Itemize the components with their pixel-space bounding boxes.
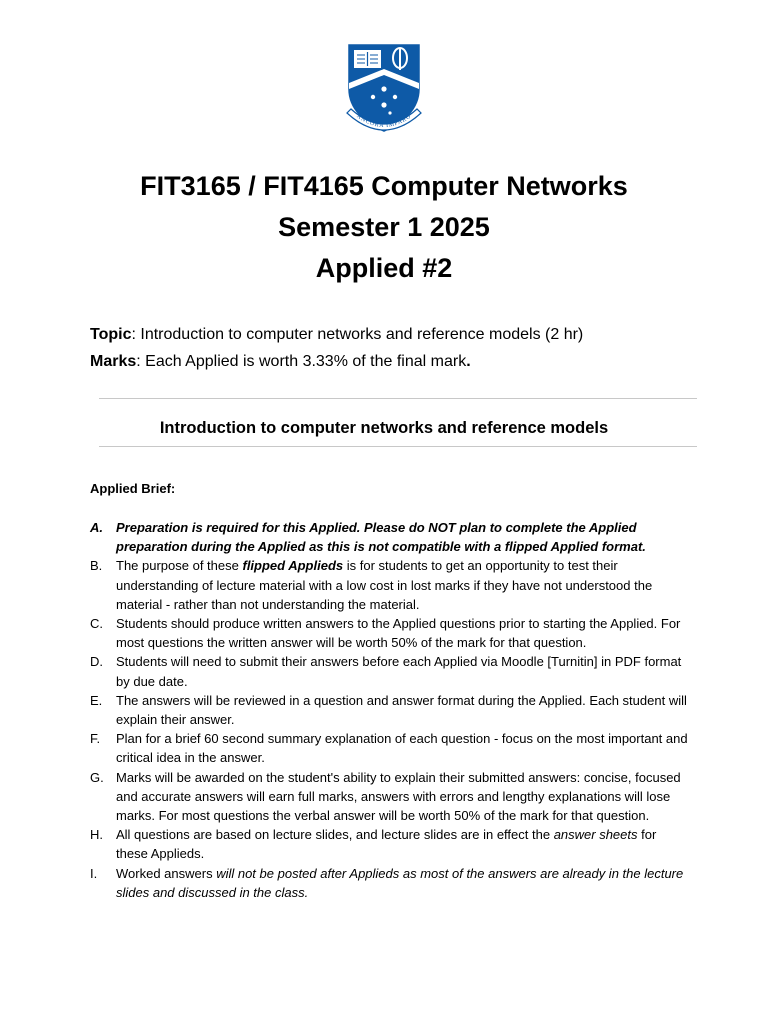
applied-meta — [90, 321, 583, 375]
section-heading: Introduction to computer networks and reference models — [159, 419, 609, 437]
brief-text: All questions are based on lecture slides, and lecture slides are in effect the answer sheets for these Applieds. — [116, 827, 657, 862]
section-rule-top — [99, 398, 697, 399]
marks-line — [90, 348, 583, 375]
applied-number-title: Applied #2 — [315, 253, 453, 283]
applied-brief-list — [90, 518, 690, 902]
university-crest-logo — [345, 43, 423, 139]
brief-marker: D. — [90, 654, 103, 670]
document-title — [0, 166, 768, 289]
brief-text: Plan for a brief 60 second summary explanation of each question - focus on the most important and critical idea in the answer. — [116, 731, 688, 766]
brief-text: Marks will be awarded on the student's ability to explain their submitted answers: concise, focused and accurate answers will earn full marks, answers with errors and lengthy explanations will lose marks. For most questions the verbal answer will be worth 50% of the mark for that question. — [116, 769, 681, 824]
brief-item-b — [90, 556, 690, 614]
brief-item-e — [90, 691, 690, 729]
brief-item-g — [90, 768, 690, 826]
brief-item-i — [90, 864, 690, 902]
marks-label: Marks — [90, 353, 137, 370]
semester-title: Semester 1 2025 — [278, 212, 490, 242]
topic-label: Topic — [90, 326, 132, 343]
brief-item-f — [90, 729, 690, 767]
brief-text: The answers will be reviewed in a question and answer format during the Applied. Each student will explain their answer. — [116, 692, 687, 728]
course-title: FIT3165 / FIT4165 Computer Networks — [140, 171, 628, 201]
topic-line — [90, 321, 583, 348]
brief-marker: C. — [90, 616, 103, 632]
brief-emphasis: will not be posted after Applieds as most of the answers are already in the lecture slides and discussed in the class. — [116, 865, 684, 900]
brief-marker: E. — [90, 692, 103, 708]
brief-emphasis: answer sheets — [553, 827, 638, 843]
brief-marker: H. — [90, 827, 103, 843]
section-rule-bottom — [99, 446, 697, 447]
brief-marker: B. — [90, 558, 103, 574]
brief-marker: I. — [90, 865, 98, 881]
brief-marker: F. — [90, 731, 101, 747]
brief-text: Worked answers will not be posted after Applieds as most of the answers are already in the lecture slides and discussed in the class. — [116, 865, 684, 900]
brief-item-d — [90, 652, 690, 690]
marks-period: . — [466, 353, 471, 370]
brief-item-c — [90, 614, 690, 652]
brief-item-h — [90, 825, 690, 863]
brief-emphasis: flipped Applieds — [242, 558, 344, 574]
brief-item-a — [90, 518, 690, 556]
brief-text: The purpose of these flipped Applieds is for students to get an opportunity to test their understanding of lecture material with a low cost in lost marks if they have not understood the material - rather than not understanding the material. — [116, 558, 653, 612]
brief-text: Students will need to submit their answers before each Applied via Moodle [Turnitin] in PDF format by due date. — [116, 654, 682, 689]
svg-text:ANCORA IMPARO: ANCORA IMPARO — [355, 113, 413, 130]
topic-text: : Introduction to computer networks and reference models (2 hr) — [131, 326, 584, 343]
brief-marker: G. — [90, 769, 104, 785]
brief-text: Students should produce written answers to the Applied questions prior to starting the Applied. For most questions the written answer will be worth 50% of the mark for that question. — [116, 616, 681, 651]
marks-text: : Each Applied is worth 3.33% of the final mark — [136, 353, 467, 370]
applied-brief-label: Applied Brief: — [90, 481, 176, 496]
brief-text: Preparation is required for this Applied. Please do NOT plan to complete the Applied preparation during the Applied as this is not compatible with a flipped Applied format. — [116, 520, 646, 555]
brief-marker: A. — [90, 520, 103, 535]
